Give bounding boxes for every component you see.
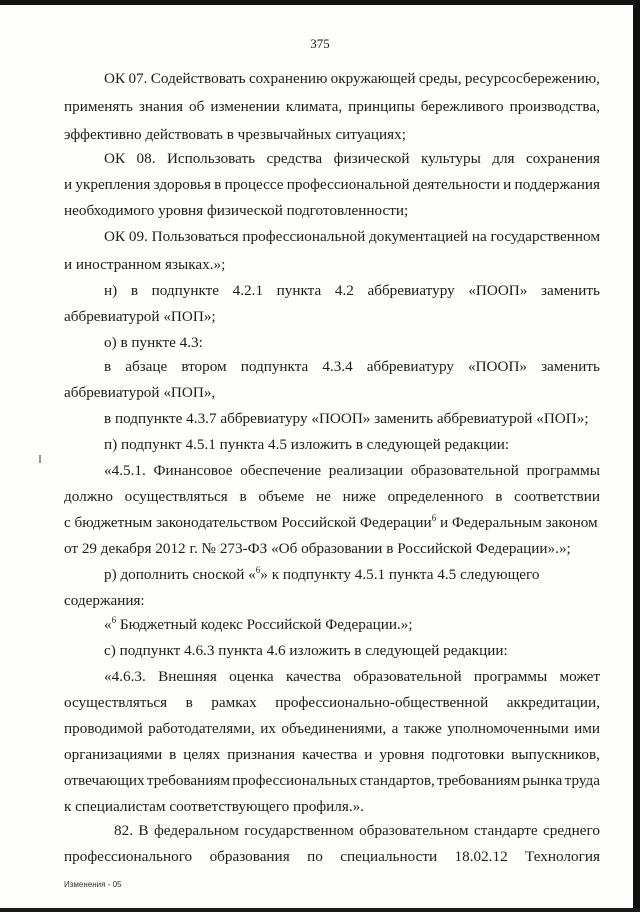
footer-mark: Изменения - 05 <box>64 880 122 889</box>
word: обеспечение <box>240 462 322 479</box>
word: 09. <box>128 228 148 245</box>
text-line <box>64 772 600 790</box>
text-line <box>104 70 600 88</box>
scan-edge-top <box>0 0 640 5</box>
text-line: п) подпункт 4.5.1 пункта 4.5 изложить в следующей редакции: <box>104 436 510 453</box>
word: оценка <box>229 668 274 685</box>
word: применять <box>64 98 133 115</box>
word: ими <box>574 720 600 737</box>
text-line <box>64 514 598 532</box>
text-line <box>104 282 600 300</box>
text-fragment: Бюджетный кодекс Российской Федерации.»; <box>116 616 413 633</box>
word: проводимой <box>64 720 143 737</box>
text-line <box>114 822 600 840</box>
text-line <box>64 694 600 712</box>
word: профессионально-общественной <box>275 694 489 711</box>
word: требованиям <box>437 772 521 789</box>
word: определенного <box>387 488 484 505</box>
word: качества <box>302 746 358 763</box>
word: в <box>185 694 193 711</box>
text-line <box>104 616 413 634</box>
word: образовательной <box>410 462 519 479</box>
word: Технология <box>525 848 600 865</box>
word: уполномоченными <box>447 720 569 737</box>
scan-edge-right <box>633 0 640 912</box>
word: 4.2.1 <box>232 282 264 299</box>
word: пункта <box>276 282 322 299</box>
word: укрепления <box>75 176 151 193</box>
word: признания <box>227 746 296 763</box>
word: подпункте <box>151 282 220 299</box>
word: объеме <box>258 488 305 505</box>
word: образовательной <box>353 668 462 685</box>
word: 4.2 <box>334 282 354 299</box>
word: качества <box>285 668 342 685</box>
word: профессиональной <box>286 176 410 193</box>
word: сохранения <box>525 150 600 167</box>
word: «ПООП» <box>468 282 528 299</box>
word: а <box>391 720 399 737</box>
word: н) <box>104 282 118 299</box>
word: может <box>559 668 600 685</box>
word: об <box>189 98 205 115</box>
word: аббревиатуру <box>367 282 455 299</box>
page-number: 375 <box>310 36 330 51</box>
word: требованиям <box>146 772 230 789</box>
footnote-marker: 6 <box>255 564 261 575</box>
word: аккредитации, <box>506 694 600 711</box>
word: производства, <box>509 98 600 115</box>
word: выпускников, <box>511 746 600 763</box>
word: принципы <box>348 98 415 115</box>
text-fragment: р) дополнить сноской « <box>104 566 256 583</box>
word: Внешняя <box>158 668 217 685</box>
word: программы <box>473 668 548 685</box>
word: целях <box>183 746 221 763</box>
word: образовательном <box>359 822 469 839</box>
word: 4.3.4 <box>322 358 353 375</box>
word: должно <box>64 488 113 505</box>
word: в <box>169 746 177 763</box>
text-line: аббревиатурой «ПОП»; <box>64 308 216 325</box>
word: В <box>138 822 149 839</box>
text-line <box>64 98 600 116</box>
word: «4.6.3. <box>104 668 146 685</box>
word: подпункта <box>240 358 309 375</box>
word: осуществляться <box>64 694 168 711</box>
word: в <box>130 282 138 299</box>
word: профессиональных <box>232 772 358 789</box>
word: физической <box>333 150 410 167</box>
text-line: необходимого уровня физической подготовленности; <box>64 202 409 219</box>
word: стандарте <box>473 822 538 839</box>
text-line: с) подпункт 4.6.3 пункта 4.6 изложить в следующей редакции: <box>104 642 508 659</box>
word: абзаце <box>125 358 168 375</box>
word: Содействовать <box>150 70 246 87</box>
word: окружающей <box>330 70 416 87</box>
word: специальности <box>340 848 438 865</box>
text-line <box>64 720 600 738</box>
word: в <box>495 488 503 505</box>
text-line <box>104 228 600 246</box>
text-line: в подпункте 4.3.7 аббревиатуру «ПООП» заменить аббревиатурой «ПОП»; <box>104 410 589 427</box>
text-line <box>104 150 600 168</box>
text-line: от 29 декабря 2012 г. № 273-ФЗ «Об образовании в Российской Федерации».»; <box>64 540 571 557</box>
word: 18.02.12 <box>454 848 508 865</box>
word: Использовать <box>166 150 256 167</box>
word: в <box>214 176 222 193</box>
word: рамках <box>211 694 257 711</box>
word: государственном <box>244 822 354 839</box>
word: труда <box>564 772 600 789</box>
word: бережливого <box>420 98 504 115</box>
text-line: эффективно действовать в чрезвычайных ситуациях; <box>64 126 406 143</box>
text-fragment: с бюджетным законодательством Российской Федерации <box>64 514 432 531</box>
word: на <box>471 228 487 245</box>
word: программы <box>526 462 600 479</box>
word: подготовки <box>431 746 505 763</box>
text-line: и иностранном языках.»; <box>64 256 226 273</box>
text-line <box>104 462 600 480</box>
word: 82. <box>114 822 133 839</box>
footnote-marker: 6 <box>431 512 437 523</box>
word: организациями <box>64 746 163 763</box>
word: также <box>403 720 442 737</box>
word: федеральном <box>153 822 239 839</box>
word: работодателями, <box>148 720 255 737</box>
word: и <box>503 176 512 193</box>
text-line <box>64 488 600 506</box>
text-line: о) в пункте 4.3: <box>104 334 203 351</box>
word: профессионального <box>64 848 193 865</box>
text-fragment: и Федеральным законом <box>439 514 598 531</box>
word: среды, <box>418 70 462 87</box>
word: здоровья <box>153 176 211 193</box>
word: ОК <box>104 228 126 245</box>
word: климата, <box>285 98 343 115</box>
text-fragment: « <box>104 616 112 633</box>
word: отвечающих <box>64 772 145 789</box>
footnote-marker: 6 <box>111 614 117 625</box>
text-line <box>64 176 600 194</box>
word: государственном <box>490 228 600 245</box>
text-line <box>104 566 539 584</box>
word: среднего <box>543 822 600 839</box>
word: аббревиатуру <box>366 358 454 375</box>
word: поддержания <box>514 176 600 193</box>
word: в <box>104 358 112 375</box>
word: ОК <box>104 70 126 87</box>
word: осуществляться <box>124 488 228 505</box>
word: не <box>315 488 331 505</box>
word: заменить <box>541 358 600 375</box>
word: знания <box>138 98 183 115</box>
word: деятельности <box>412 176 500 193</box>
word: Пользоваться <box>151 228 239 245</box>
word: средства <box>266 150 323 167</box>
word: в <box>239 488 247 505</box>
word: заменить <box>541 282 600 299</box>
word: и <box>64 176 73 193</box>
word: стандартов, <box>359 772 435 789</box>
text-line: содержания: <box>64 592 145 609</box>
word: ОК <box>104 150 126 167</box>
text-line: к специалистам соответствующего профиля.». <box>64 798 365 815</box>
word: процессе <box>224 176 284 193</box>
word: Финансовое <box>153 462 233 479</box>
word: культуры <box>420 150 481 167</box>
text-line <box>104 668 600 686</box>
text-line <box>64 848 600 866</box>
text-line <box>104 358 600 376</box>
word: изменении <box>210 98 280 115</box>
word: соответствии <box>514 488 600 505</box>
word: их <box>260 720 276 737</box>
word: сохранению <box>248 70 328 87</box>
word: рынка <box>522 772 563 789</box>
word: для <box>492 150 515 167</box>
word: ниже <box>342 488 376 505</box>
word: ресурсосбережению, <box>464 70 600 87</box>
word: по <box>307 848 323 865</box>
word: «ПООП» <box>467 358 528 375</box>
word: 07. <box>128 70 148 87</box>
word: профессиональной <box>242 228 366 245</box>
word: 08. <box>136 150 156 167</box>
scan-speck <box>39 455 41 463</box>
word: и <box>364 746 373 763</box>
text-line <box>64 746 600 764</box>
word: уровня <box>379 746 425 763</box>
word: объединениями, <box>281 720 387 737</box>
text-fragment: » к подпункту 4.5.1 пункта 4.5 следующего <box>260 566 540 583</box>
scan-edge-bottom <box>0 908 640 912</box>
word: «4.5.1. <box>104 462 146 479</box>
text-line: аббревиатурой «ПОП», <box>64 384 216 401</box>
word: образования <box>209 848 290 865</box>
word: втором <box>181 358 227 375</box>
word: документацией <box>369 228 469 245</box>
word: реализации <box>328 462 404 479</box>
